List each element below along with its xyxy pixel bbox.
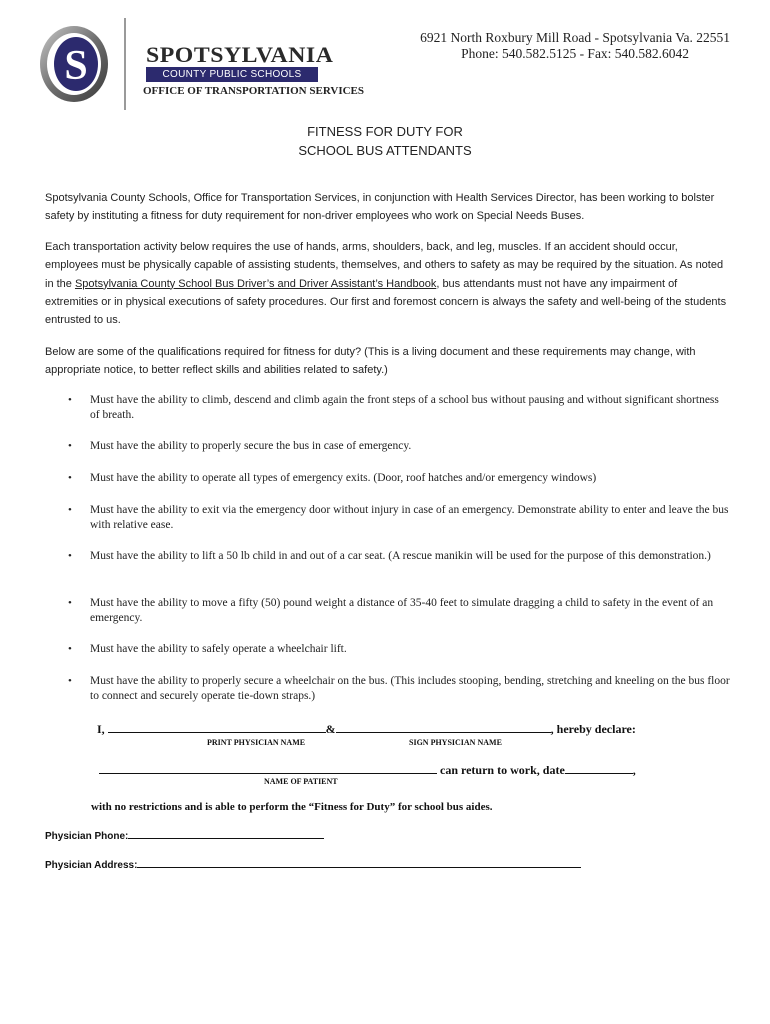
brand-name: SPOTSYLVANIA — [146, 42, 334, 67]
qualifications-paragraph: Below are some of the qualifications required for fitness for duty? (This is a living document and these requirements may change, with appropriate notice, to better reflect skills and abilities related to safety.) — [45, 346, 696, 377]
requirement-text: Must have the ability to safely operate a wheelchair lift. — [90, 643, 347, 655]
physician-phone-label: Physician Phone: — [45, 831, 129, 842]
requirement-text: Must have the ability to climb, descend and climb again the front steps of a school bus without pausing and without significant shortness of breath. — [90, 394, 719, 421]
requirement-text: Must have the ability to exit via the emergency door without injury in case of an emergency. Demonstrate ability to enter and leave the bus with relative ease. — [90, 504, 729, 531]
requirement-text: Must have the ability to operate all types of emergency exits. (Door, roof hatches and/or emergency windows) — [90, 472, 597, 484]
return-to-work-line — [99, 763, 636, 778]
requirement-item — [68, 549, 730, 564]
physician-address-label: Physician Address: — [45, 860, 138, 871]
requirement-item — [68, 503, 730, 533]
address-block — [420, 30, 730, 62]
activity-paragraph — [45, 238, 730, 329]
patient-name-field[interactable] — [99, 763, 437, 774]
return-to-work-text: can return to work, date — [440, 763, 565, 777]
document-title — [0, 122, 770, 160]
bullet: • — [68, 440, 72, 452]
handbook-reference: Spotsylvania County School Bus Driver’s and Driver Assistant’s Handbook — [74, 277, 437, 290]
address-line: 6921 North Roxbury Mill Road - Spotsylvania Va. 22551 — [420, 30, 730, 45]
activity-text-start: Each transportation activity below requires the use of hands, arms, shoulders, back, and leg, muscles. If an accident should occur, employees must be physically capable of assisting students, themselves, and others to safety as may be required by the situation. As noted in the — [45, 241, 724, 290]
physician-declaration — [97, 722, 636, 737]
bullet: • — [68, 597, 72, 609]
physician-address-row — [45, 857, 581, 871]
ampersand: & — [325, 722, 336, 736]
title-line-1: FITNESS FOR DUTY FOR — [307, 124, 463, 139]
requirement-item — [68, 471, 730, 486]
comma: , — [632, 763, 636, 777]
patient-name-caption: NAME OF PATIENT — [264, 777, 338, 786]
requirement-item — [68, 642, 730, 657]
requirement-item — [68, 596, 730, 626]
requirement-text: Must have the ability to move a fifty (50) pound weight a distance of 35-40 feet to simulate dragging a child to safety in the event of an emergency. — [90, 597, 714, 624]
requirement-text: Must have the ability to lift a 50 lb child in and out of a car seat. (A rescue manikin will be used for the purpose of this demonstration.) — [90, 550, 711, 562]
physician-address-field[interactable] — [137, 857, 581, 868]
requirement-text: Must have the ability to properly secure the bus in case of emergency. — [90, 440, 412, 452]
bullet: • — [68, 504, 72, 516]
sign-physician-name-field[interactable] — [336, 722, 551, 733]
requirement-item — [68, 674, 730, 704]
header-divider — [124, 18, 126, 110]
bullet: • — [68, 550, 72, 562]
office-name: OFFICE OF TRANSPORTATION SERVICES — [143, 85, 364, 97]
declaration-suffix: , hereby declare: — [550, 722, 636, 736]
requirement-item — [68, 439, 730, 454]
bullet: • — [68, 394, 72, 406]
requirement-text: Must have the ability to properly secure a wheelchair on the bus. (This includes stooping, bending, stretching and kneeling on the bus floor to connect and securely operate tie-down straps.) — [90, 675, 730, 702]
fitness-statement: with no restrictions and is able to perform the “Fitness for Duty” for school bus aides. — [91, 801, 493, 813]
physician-phone-field[interactable] — [128, 828, 324, 839]
bullet: • — [68, 472, 72, 484]
title-line-2: SCHOOL BUS ATTENDANTS — [298, 143, 472, 158]
print-physician-caption: PRINT PHYSICIAN NAME — [207, 738, 306, 747]
brand-block — [146, 42, 334, 82]
brand-subtitle: COUNTY PUBLIC SCHOOLS — [146, 67, 318, 82]
logo-letter: S — [64, 43, 88, 89]
phone-fax-line: Phone: 540.582.5125 - Fax: 540.582.6042 — [461, 46, 690, 61]
physician-phone-row — [45, 828, 324, 842]
sign-physician-caption: SIGN PHYSICIAN NAME — [409, 738, 502, 747]
intro-paragraph: Spotsylvania County Schools, Office for Transportation Services, in conjunction with Health Services Director, has been working to bolster safety by instituting a fitness for duty requirement for non-driver employees who work on Special Needs Buses. — [45, 192, 715, 223]
activity-text-end: , bus attendants must not have any impairment of extremities or in physical executions of safety procedures. Our first and foremost concern is always the safety and well-being of the students entrusted to us. — [45, 277, 727, 327]
requirement-item — [68, 393, 730, 423]
declaration-prefix: I, — [97, 722, 105, 736]
return-date-field[interactable] — [565, 763, 633, 774]
print-physician-name-field[interactable] — [108, 722, 326, 733]
bullet: • — [68, 643, 72, 655]
bullet: • — [68, 675, 72, 687]
district-logo — [38, 24, 110, 104]
